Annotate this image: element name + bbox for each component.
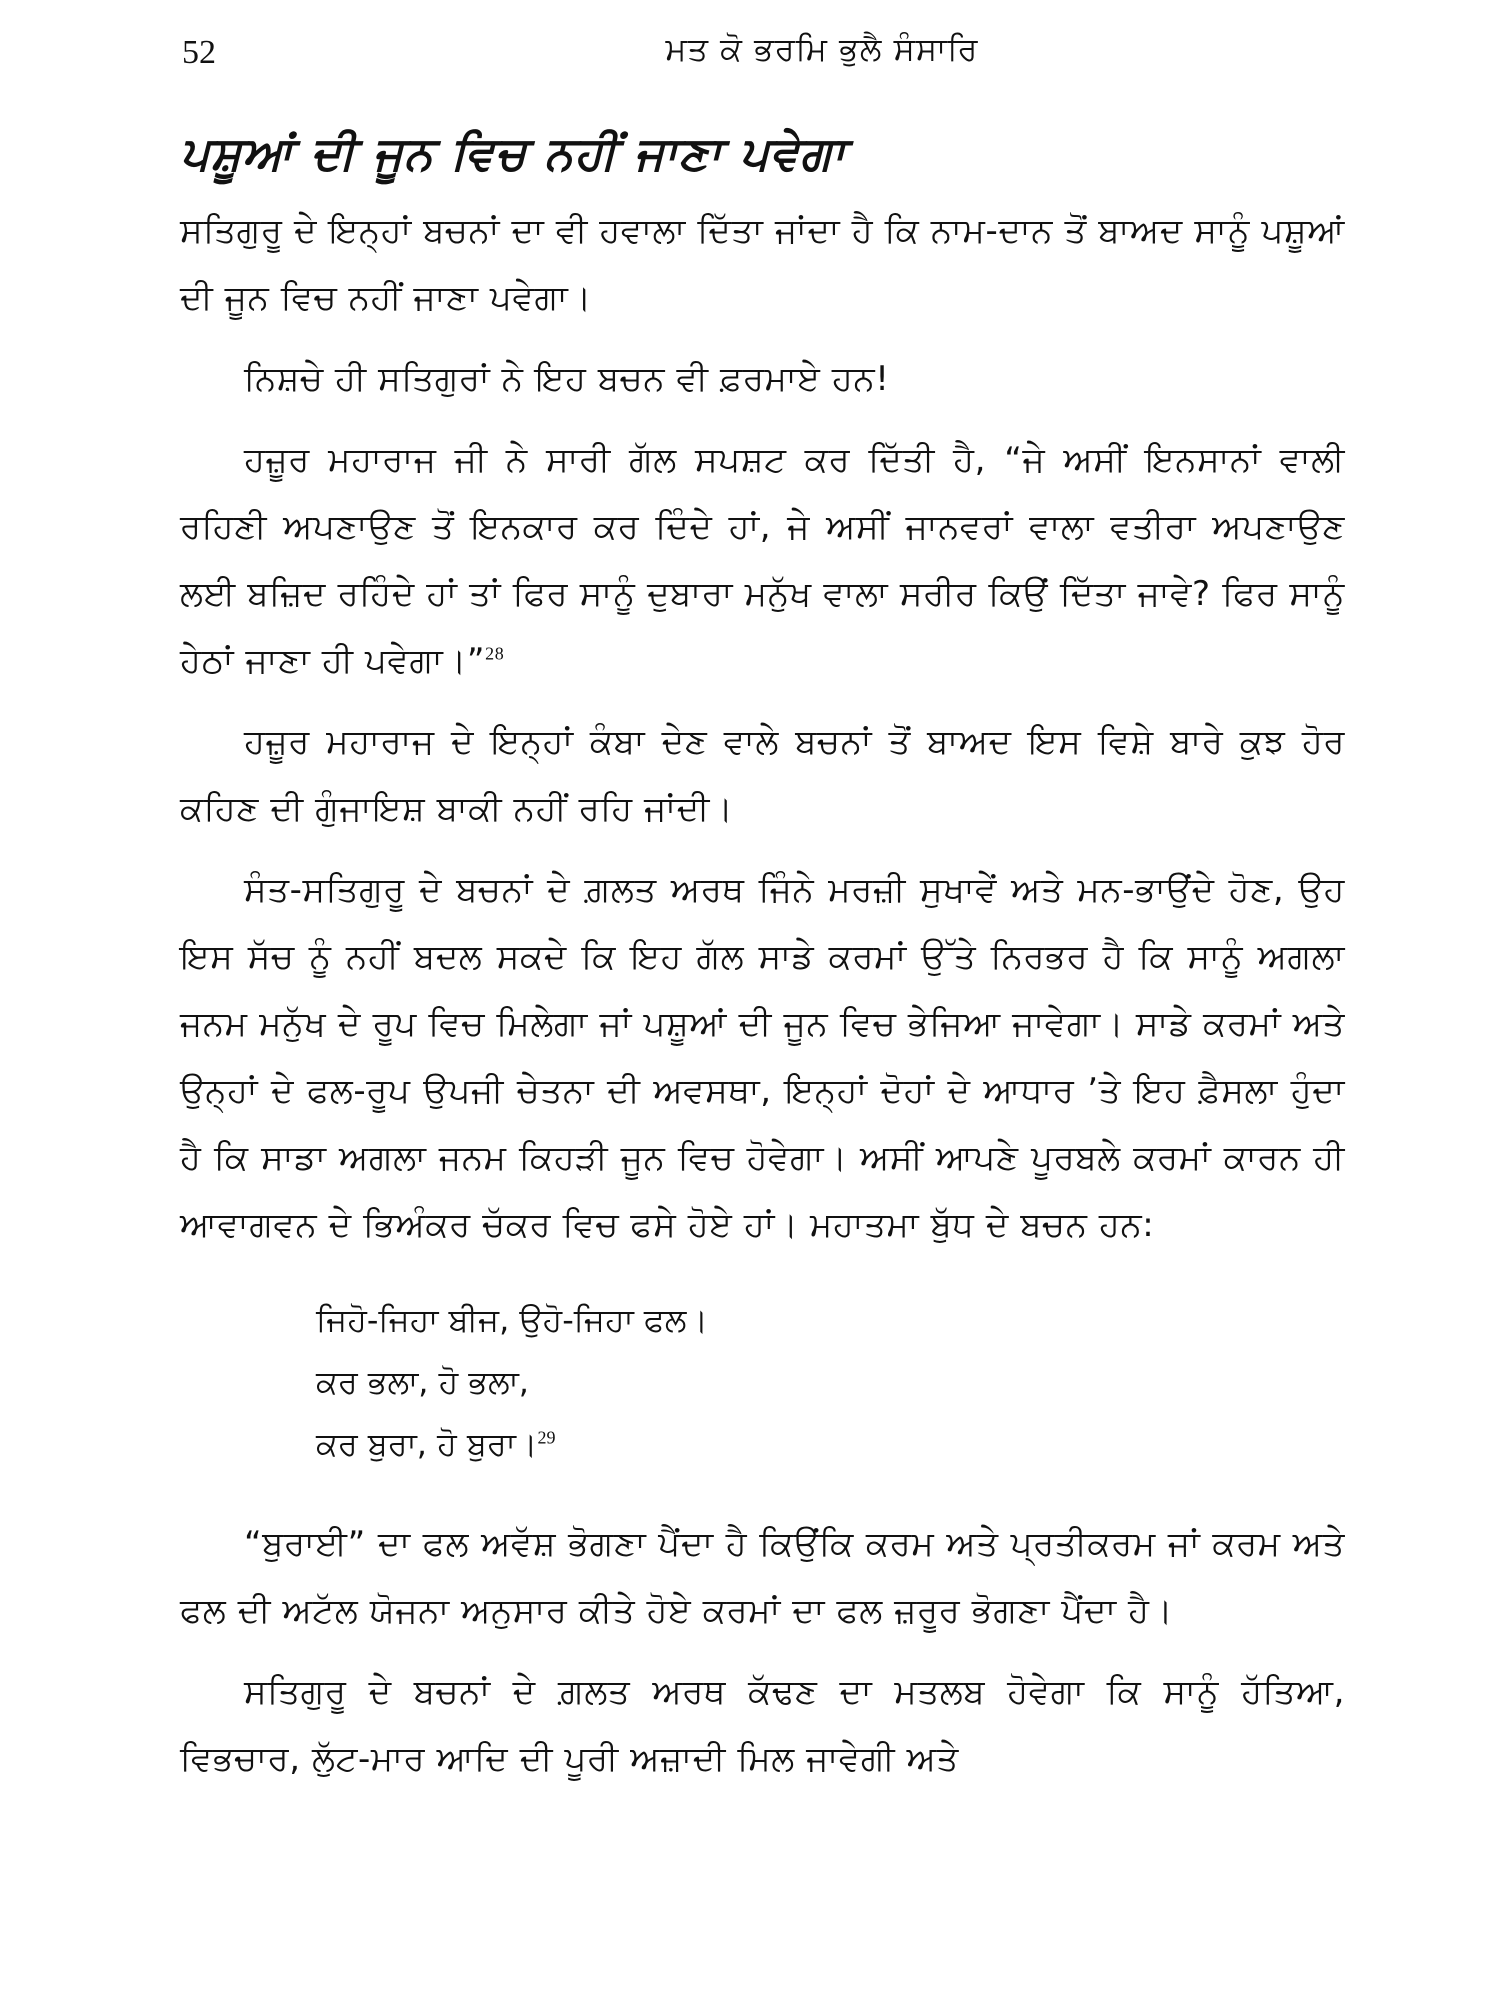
page-number: 52	[182, 34, 216, 71]
footnote-marker: 29	[537, 1427, 556, 1448]
page-body	[180, 118, 1345, 1807]
footnote-marker: 28	[485, 643, 505, 664]
paragraph: ਨਿਸ਼ਚੇ ਹੀ ਸਤਿਗੁਰਾਂ ਨੇ ਇਹ ਬਚਨ ਵੀ ਫ਼ਰਮਾਏ ਹਨ!	[244, 359, 890, 399]
paragraph: ਸੰਤ-ਸਤਿਗੁਰੂ ਦੇ ਬਚਨਾਂ ਦੇ ਗ਼ਲਤ ਅਰਥ ਜਿੰਨੇ ਮਰਜ਼ੀ ਸੁਖਾਵੇਂ ਅਤੇ ਮਨ-ਭਾਉਂਦੇ ਹੋਣ, ਉਹ ਇਸ ਸੱਚ ਨੂੰ ਨਹੀਂ ਬਦਲ ਸਕਦੇ ਕਿ ਇਹ ਗੱਲ ਸਾਡੇ ਕਰਮਾਂ ਉੱਤੇ ਨਿਰਭਰ ਹੈ ਕਿ ਸਾਨੂੰ ਅਗਲਾ ਜਨਮ ਮਨੁੱਖ ਦੇ ਰੂਪ ਵਿਚ ਮਿਲੇਗਾ ਜਾਂ ਪਸ਼ੂਆਂ ਦੀ ਜੂਨ ਵਿਚ ਭੇਜਿਆ ਜਾਵੇਗਾ। ਸਾਡੇ ਕਰਮਾਂ ਅਤੇ ਉਨ੍ਹਾਂ ਦੇ ਫਲ-ਰੂਪ ਉਪਜੀ ਚੇਤਨਾ ਦੀ ਅਵਸਥਾ, ਇਨ੍ਹਾਂ ਦੋਹਾਂ ਦੇ ਆਧਾਰ ’ਤੇ ਇਹ ਫ਼ੈਸਲਾ ਹੁੰਦਾ ਹੈ ਕਿ ਸਾਡਾ ਅਗਲਾ ਜਨਮ ਕਿਹੜੀ ਜੂਨ ਵਿਚ ਹੋਵੇਗਾ। ਅਸੀਂ ਆਪਣੇ ਪੂਰਬਲੇ ਕਰਮਾਂ ਕਾਰਨ ਹੀ ਆਵਾਗਵਨ ਦੇ ਭਿਅੰਕਰ ਚੱਕਰ ਵਿਚ ਫਸੇ ਹੋਏ ਹਾਂ। ਮਹਾਤਮਾ ਬੁੱਧ ਦੇ ਬਚਨ ਹਨ:	[180, 870, 1345, 1245]
paragraph: ਸਤਿਗੁਰੂ ਦੇ ਬਚਨਾਂ ਦੇ ਗ਼ਲਤ ਅਰਥ ਕੱਢਣ ਦਾ ਮਤਲਬ ਹੋਵੇਗਾ ਕਿ ਸਾਨੂੰ ਹੱਤਿਆ, ਵਿਭਚਾਰ, ਲੁੱਟ-ਮਾਰ ਆਦਿ ਦੀ ਪੂਰੀ ਅਜ਼ਾਦੀ ਮਿਲ ਜਾਵੇਗੀ ਅਤੇ	[180, 1672, 1345, 1779]
verse-quote	[316, 1289, 1345, 1475]
paragraph: “ਬੁਰਾਈ” ਦਾ ਫਲ ਅਵੱਸ਼ ਭੋਗਣਾ ਪੈਂਦਾ ਹੈ ਕਿਉਂਕਿ ਕਰਮ ਅਤੇ ਪ੍ਰਤੀਕਰਮ ਜਾਂ ਕਰਮ ਅਤੇ ਫਲ ਦੀ ਅਟੱਲ ਯੋਜਨਾ ਅਨੁਸਾਰ ਕੀਤੇ ਹੋਏ ਕਰਮਾਂ ਦਾ ਫਲ ਜ਼ਰੂਰ ਭੋਗਣਾ ਪੈਂਦਾ ਹੈ।	[180, 1524, 1345, 1631]
page-header	[182, 30, 1352, 90]
paragraph: ਹਜ਼ੂਰ ਮਹਾਰਾਜ ਦੇ ਇਨ੍ਹਾਂ ਕੰਬਾ ਦੇਣ ਵਾਲੇ ਬਚਨਾਂ ਤੋਂ ਬਾਅਦ ਇਸ ਵਿਸ਼ੇ ਬਾਰੇ ਕੁਝ ਹੋਰ ਕਹਿਣ ਦੀ ਗੁੰਜਾਇਸ਼ ਬਾਕੀ ਨਹੀਂ ਰਹਿ ਜਾਂਦੀ।	[180, 722, 1345, 829]
verse-line: ਜਿਹੋ-ਜਿਹਾ ਬੀਜ, ਉਹੋ-ਜਿਹਾ ਫਲ।	[316, 1301, 709, 1339]
verse-line: ਕਰ ਭਲਾ, ਹੋ ਭਲਾ,	[316, 1363, 529, 1401]
verse-line-last	[316, 1413, 1345, 1475]
paragraph: ਸਤਿਗੁਰੂ ਦੇ ਇਨ੍ਹਾਂ ਬਚਨਾਂ ਦਾ ਵੀ ਹਵਾਲਾ ਦਿੱਤਾ ਜਾਂਦਾ ਹੈ ਕਿ ਨਾਮ-ਦਾਨ ਤੋਂ ਬਾਅਦ ਸਾਨੂੰ ਪਸ਼ੂਆਂ ਦੀ ਜੂਨ ਵਿਚ ਨਹੀਂ ਜਾਣਾ ਪਵੇਗਾ।	[180, 211, 1345, 318]
paragraph-text: ਹਜ਼ੂਰ ਮਹਾਰਾਜ ਜੀ ਨੇ ਸਾਰੀ ਗੱਲ ਸਪਸ਼ਟ ਕਰ ਦਿੱਤੀ ਹੈ, “ਜੇ ਅਸੀਂ ਇਨਸਾਨਾਂ ਵਾਲੀ ਰਹਿਣੀ ਅਪਣਾਉਣ ਤੋਂ ਇਨਕਾਰ ਕਰ ਦਿੰਦੇ ਹਾਂ, ਜੇ ਅਸੀਂ ਜਾਨਵਰਾਂ ਵਾਲਾ ਵਤੀਰਾ ਅਪਣਾਉਣ ਲਈ ਬਜ਼ਿਦ ਰਹਿੰਦੇ ਹਾਂ ਤਾਂ ਫਿਰ ਸਾਨੂੰ ਦੁਬਾਰਾ ਮਨੁੱਖ ਵਾਲਾ ਸਰੀਰ ਕਿਉਂ ਦਿੱਤਾ ਜਾਵੇ? ਫਿਰ ਸਾਨੂੰ ਹੇਠਾਂ ਜਾਣਾ ਹੀ ਪਵੇਗਾ।”	[180, 440, 1345, 681]
paragraph-with-quote	[180, 427, 1345, 695]
running-title: ਮਤ ਕੋ ਭਰਮਿ ਭੁਲੈ ਸੰਸਾਰਿ	[665, 30, 979, 68]
verse-line-text: ਕਰ ਬੁਰਾ, ਹੋ ਬੁਰਾ।	[316, 1425, 538, 1463]
section-heading: ਪਸ਼ੂਆਂ ਦੀ ਜੂਨ ਵਿਚ ਨਹੀਂ ਜਾਣਾ ਪਵੇਗਾ	[180, 126, 847, 180]
